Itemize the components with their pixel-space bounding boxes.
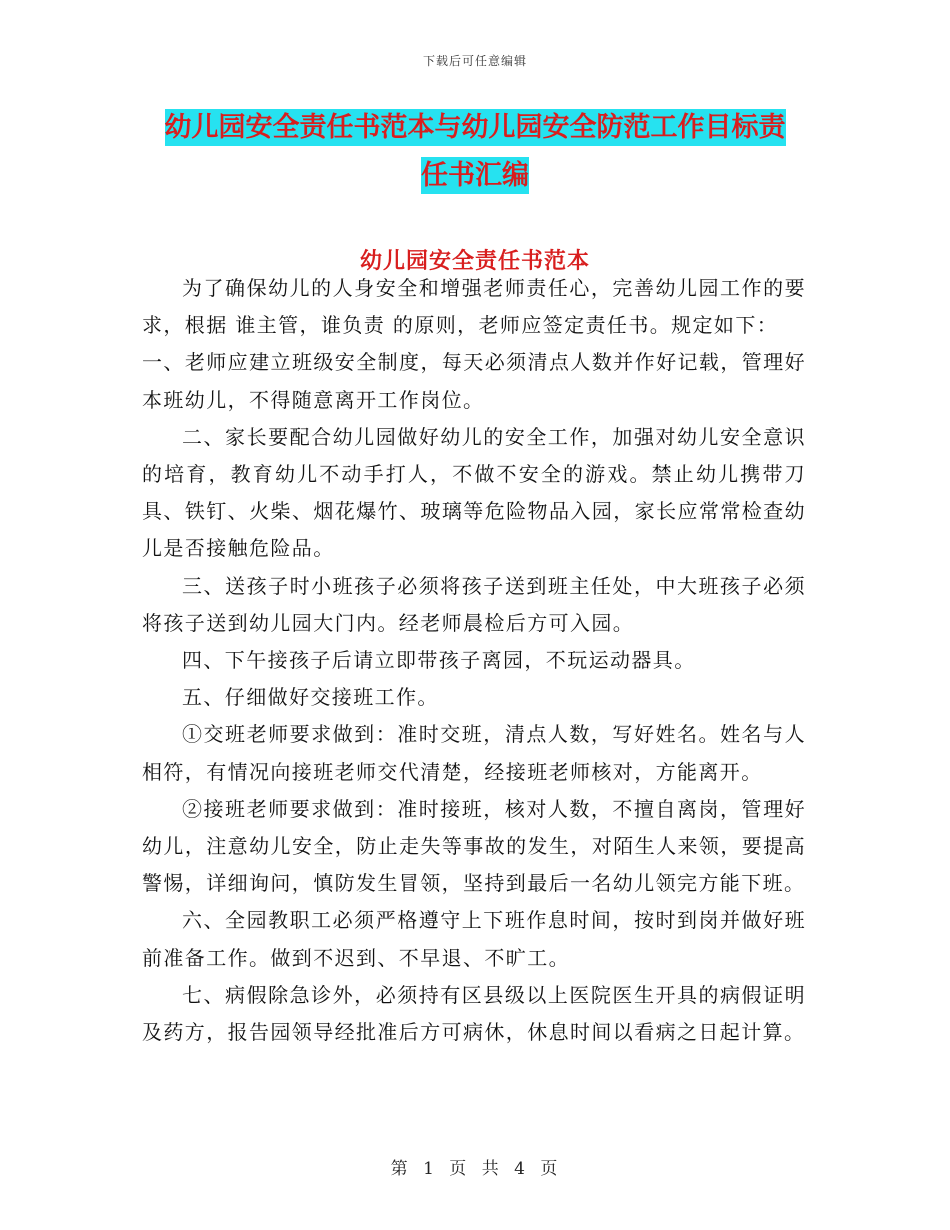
paragraph-intro: 为了确保幼儿的人身安全和增强老师责任心，完善幼儿园工作的要求，根据 谁主管，谁负责 的原则，老师应签定责任书。规定如下：	[142, 276, 806, 338]
title-line-1: 幼儿园安全责任书范本与幼儿园安全防范工作目标责	[165, 109, 786, 146]
paragraph-item-4: 四、下午接孩子后请立即带孩子离园，不玩运动器具。	[182, 648, 696, 673]
paragraph-item-5-1: ①交班老师要求做到：准时交班，清点人数，写好姓名。姓名与人相符，有情况向接班老师交代清楚，经接班老师核对，方能离开。	[142, 722, 806, 784]
paragraph-item-6: 六、全园教职工必须严格遵守上下班作息时间，按时到岗并做好班前准备工作。做到不迟到、不早退、不旷工。	[142, 908, 806, 970]
section-title: 幼儿园安全责任书范本	[359, 249, 590, 274]
body-text	[142, 270, 806, 1051]
header-note: 下载后可任意编辑	[422, 54, 527, 68]
paragraph-item-1: 一、老师应建立班级安全制度，每天必须清点人数并作好记载，管理好本班幼儿，不得随意离开工作岗位。	[142, 350, 806, 412]
paragraph-item-3: 三、送孩子时小班孩子必须将孩子送到班主任处，中大班孩子必须将孩子送到幼儿园大门内。经老师晨检后方可入园。	[142, 573, 806, 635]
paragraph-item-5: 五、仔细做好交接班工作。	[182, 685, 439, 710]
paragraph-item-5-2: ②接班老师要求做到：准时接班，核对人数，不擅自离岗，管理好幼儿，注意幼儿安全，防止走失等事故的发生，对陌生人来领，要提高警惕，详细询问，慎防发生冒领，坚持到最后一名幼儿领完方能下班。	[142, 796, 806, 896]
document-title	[120, 104, 830, 200]
title-line-2: 任书汇编	[421, 157, 529, 194]
paragraph-item-7: 七、病假除急诊外，必须持有区县级以上医院医生开具的病假证明及药方，报告园领导经批准后方可病休，休息时间以看病之日起计算。	[142, 982, 806, 1045]
page-footer: 第 1 页 共 4 页	[390, 1159, 560, 1179]
paragraph-item-2: 二、家长要配合幼儿园做好幼儿的安全工作，加强对幼儿安全意识的培育，教育幼儿不动手打人，不做不安全的游戏。禁止幼儿携带刀具、铁钉、火柴、烟花爆竹、玻璃等危险物品入园，家长应常常检查幼儿是否接触危险品。	[142, 424, 806, 561]
